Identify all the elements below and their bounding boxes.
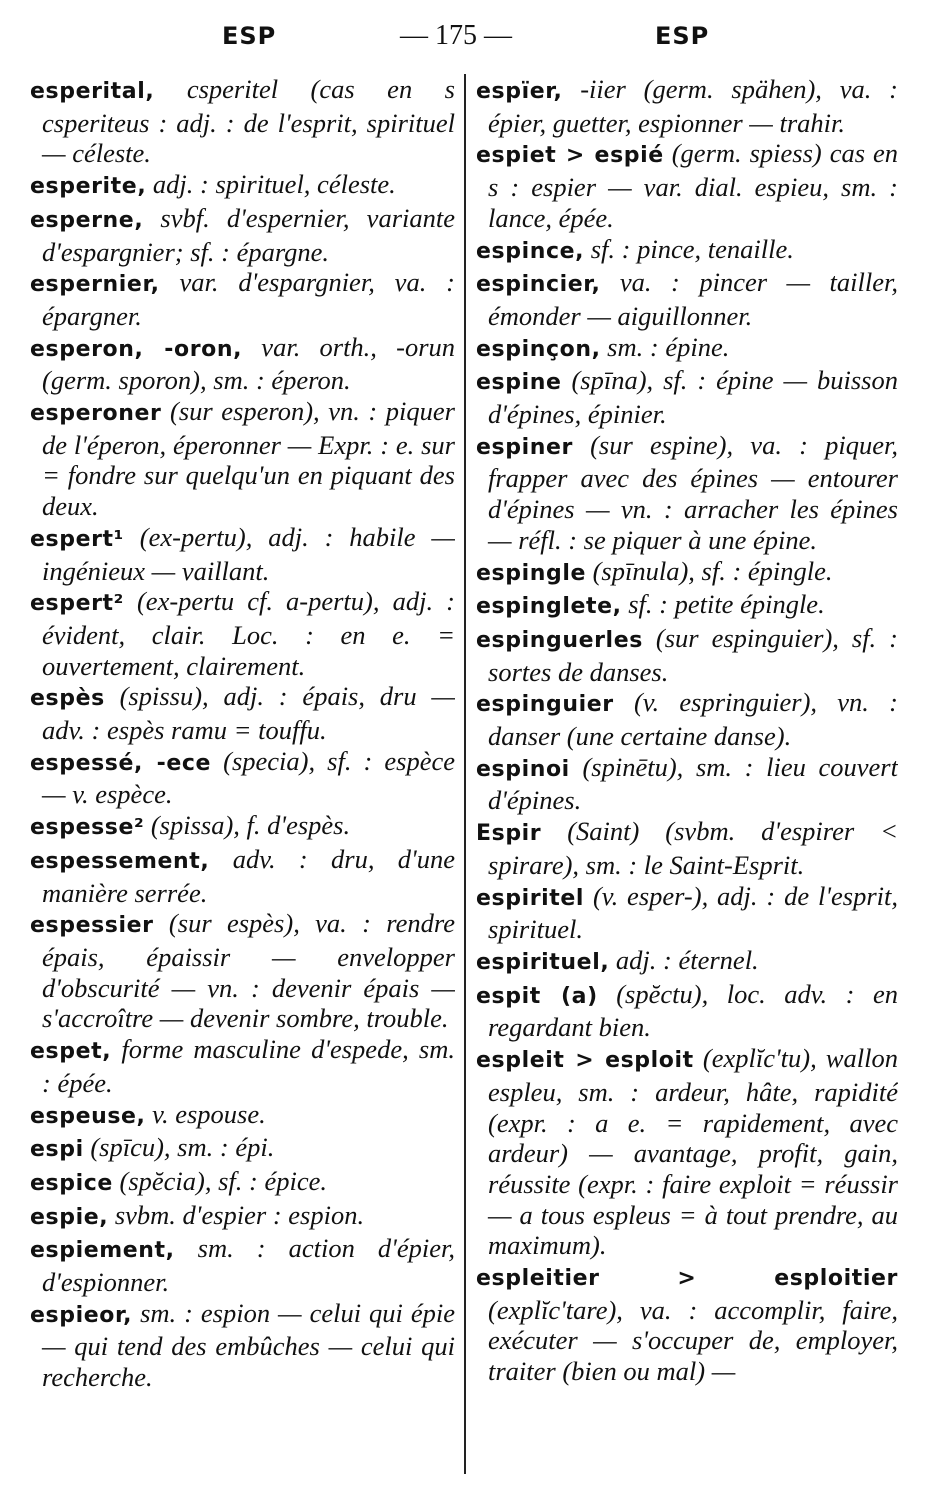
left-column [30, 74, 455, 1494]
dictionary-entry [30, 1132, 455, 1166]
entry-definition: (germ. spiess) cas en s : espier — var. dial. espieu, sm. : lance, épée. [488, 138, 898, 233]
entry-headword: espiet > espié [476, 143, 664, 169]
entry-headword: espleit > esploit [476, 1048, 694, 1074]
entry-definition: (Saint) (svbm. d'espirer < spirare), sm. : le Saint-Esprit. [488, 816, 898, 880]
entry-definition: (spīnula), sf. : épingle. [585, 555, 833, 586]
entry-definition: (specia), sf. : espèce — v. espèce. [42, 745, 455, 810]
entry-headword: espert² [30, 591, 124, 617]
entry-definition: sf. : pince, tenaille. [584, 233, 794, 264]
entry-headword: espiner [476, 434, 573, 460]
entry-definition: svbm. d'espier : espion. [108, 1199, 365, 1230]
entry-headword: espeuse, [30, 1103, 146, 1129]
entry-headword: espès [30, 686, 105, 712]
entry-headword: espingle [476, 560, 586, 586]
dictionary-entry [476, 74, 898, 138]
entry-headword: espessé, -ece [30, 750, 212, 776]
entry-definition: sm. : action d'épier, d'espionner. [42, 1233, 455, 1298]
dictionary-entry [30, 169, 455, 203]
entry-headword: espessement, [30, 848, 210, 874]
running-head-right: ESP [655, 22, 710, 50]
entry-headword: espiritel [476, 885, 585, 911]
entry-definition: svbf. d'espernier, variante d'espargnier; sf. : épargne. [42, 202, 455, 267]
dictionary-entry [476, 267, 898, 331]
entry-headword: espleitier > esploitier [476, 1266, 898, 1292]
entry-definition: (v. esper-), adj. : de l'esprit, spirituel. [488, 880, 898, 945]
entry-headword: Espir [476, 821, 542, 847]
entry-headword: esperite, [30, 174, 147, 200]
dictionary-entry [476, 1261, 898, 1387]
page-number: — 175 — [400, 20, 512, 51]
entry-headword: espie, [30, 1204, 109, 1230]
entry-definition: forme masculine d'espede, sm. : épée. [42, 1034, 455, 1098]
entry-definition: (sur espinguier), sf. : sortes de danses. [488, 622, 898, 687]
dictionary-entry [476, 979, 898, 1043]
entry-definition: -iier (germ. spähen), va. : épier, guetter, espionner — trahir. [488, 74, 898, 138]
dictionary-entry [476, 430, 898, 556]
entry-definition: (explĭc'tare), va. : accomplir, faire, exécuter — s'occuper de, employer, traiter (bien ou mal) — [488, 1294, 898, 1387]
dictionary-entry [476, 623, 898, 687]
dictionary-entry [476, 687, 898, 751]
entry-definition: (spissu), adj. : épais, dru — adv. : espès ramu = touffu. [42, 681, 455, 746]
entry-headword: espinguerles [476, 627, 643, 653]
dictionary-entry [30, 522, 455, 586]
entry-definition: (explĭc'tu), wallon espleu, sm. : ardeur, hâte, rapidité (expr. : a e. = rapidement, avec ardeur) — avantage, profit, gain, réussite (expr. : faire exploit = réussir — a tous espleus = à tout prendre, au maximum). [488, 1043, 898, 1261]
entry-headword: espet, [30, 1039, 112, 1065]
entry-headword: esperne, [30, 207, 144, 233]
entry-headword: espieor, [30, 1302, 133, 1328]
dictionary-entry [30, 810, 455, 844]
dictionary-entry [476, 816, 898, 880]
entry-definition: adj. : éternel. [609, 944, 759, 975]
dictionary-entry [30, 681, 455, 745]
dictionary-entry [476, 556, 898, 590]
dictionary-entry [30, 586, 455, 681]
dictionary-entry [476, 1043, 898, 1261]
entry-definition: csperitel (cas en s csperiteus : adj. : de l'esprit, spirituel — céleste. [42, 74, 455, 169]
entry-definition: adj. : spirituel, céleste. [146, 169, 396, 200]
dictionary-entry [30, 203, 455, 267]
entry-headword: espïer, [476, 79, 563, 104]
dictionary-entry [30, 332, 455, 396]
entry-headword: espinçon, [476, 336, 601, 362]
entry-headword: espice [30, 1170, 113, 1196]
entry-headword: espinglete, [476, 594, 622, 620]
entry-headword: espit (a) [476, 983, 598, 1009]
dictionary-entry [30, 844, 455, 908]
entry-headword: espernier, [30, 272, 160, 298]
dictionary-entry [476, 589, 898, 623]
entry-headword: esperon, -oron, [30, 336, 243, 362]
entry-definition: sm. : espion — celui qui épie — qui tend des embûches — celui qui recherche. [42, 1297, 455, 1393]
dictionary-entry [30, 267, 455, 331]
entry-headword: espesse² [30, 815, 145, 841]
dictionary-entry [476, 138, 898, 233]
dictionary-entry [30, 396, 455, 522]
entry-definition: (sur esperon), vn. : piquer de l'éperon, éperonner — Expr. : e. sur = fondre sur quelqu'un en piquant des deux. [42, 396, 455, 522]
dictionary-entry [30, 1233, 455, 1297]
dictionary-entry [476, 945, 898, 979]
entry-headword: espiement, [30, 1238, 175, 1264]
entry-definition: (spīcu), sm. : épi. [83, 1132, 275, 1163]
entry-headword: espinguier [476, 692, 614, 718]
dictionary-entry [30, 1200, 455, 1234]
entry-definition: (spĕcia), sf. : épice. [112, 1165, 327, 1196]
entry-definition: (sur espès), va. : rendre épais, épaissir — envelopper d'obscurité — vn. : devenir épais — s'accroître — devenir sombre, trouble. [42, 908, 455, 1034]
dictionary-entry [476, 234, 898, 268]
entry-headword: espincier, [476, 272, 601, 298]
entry-definition: adv. : dru, d'une manière serrée. [42, 843, 455, 908]
entry-headword: espert¹ [30, 526, 124, 552]
dictionary-entry [30, 1034, 455, 1098]
dictionary-entry [30, 1166, 455, 1200]
entry-headword: espi [30, 1137, 84, 1163]
entry-definition: (spissa), f. d'espès. [144, 810, 351, 841]
entry-definition: va. : pincer — tailler, émonder — aiguillonner. [488, 267, 898, 331]
entry-headword: espine [476, 370, 562, 396]
entry-headword: esperital, [30, 79, 155, 104]
page-header [0, 20, 941, 60]
dictionary-entry [30, 74, 455, 169]
entry-definition: (spīna), sf. : épine — buisson d'épines, épinier. [488, 365, 898, 430]
column-divider [464, 74, 466, 1474]
entry-definition: (ex-pertu), adj. : habile — ingénieux — vaillant. [42, 521, 455, 586]
entry-definition: (spinētu), sm. : lieu couvert d'épines. [488, 751, 898, 816]
entry-definition: sm. : épine. [600, 331, 730, 362]
entry-definition: var. orth., -orun (germ. sporon), sm. : éperon. [42, 331, 455, 396]
entry-definition: (spĕctu), loc. adv. : en regardant bien. [488, 978, 898, 1043]
running-head-left: ESP [222, 22, 277, 50]
dictionary-entry [30, 746, 455, 810]
dictionary-entry [30, 908, 455, 1034]
dictionary-entry [476, 332, 898, 366]
entry-definition: (v. espringuier), vn. : danser (une certaine danse). [488, 687, 898, 752]
entry-definition: sf. : petite épingle. [621, 589, 825, 620]
dictionary-entry [30, 1298, 455, 1393]
entry-headword: espirituel, [476, 949, 610, 975]
entry-headword: esperoner [30, 401, 162, 427]
entry-definition: var. d'espargnier, va. : épargner. [42, 267, 455, 331]
entry-headword: espessier [30, 913, 154, 939]
right-column [476, 74, 898, 1494]
entry-definition: v. espouse. [145, 1098, 266, 1129]
dictionary-entry [30, 1099, 455, 1133]
entry-definition: (sur espine), va. : piquer, frapper avec des épines — entourer d'épines — vn. : arracher les épines — réfl. : se piquer à une épine. [488, 429, 898, 555]
entry-headword: espinoi [476, 756, 570, 782]
entry-headword: espince, [476, 238, 585, 264]
entry-definition: (ex-pertu cf. a-pertu), adj. : évident, clair. Loc. : en e. = ouvertement, clairement. [42, 586, 455, 681]
dictionary-entry [476, 881, 898, 945]
dictionary-entry [476, 752, 898, 816]
dictionary-entry [476, 365, 898, 429]
